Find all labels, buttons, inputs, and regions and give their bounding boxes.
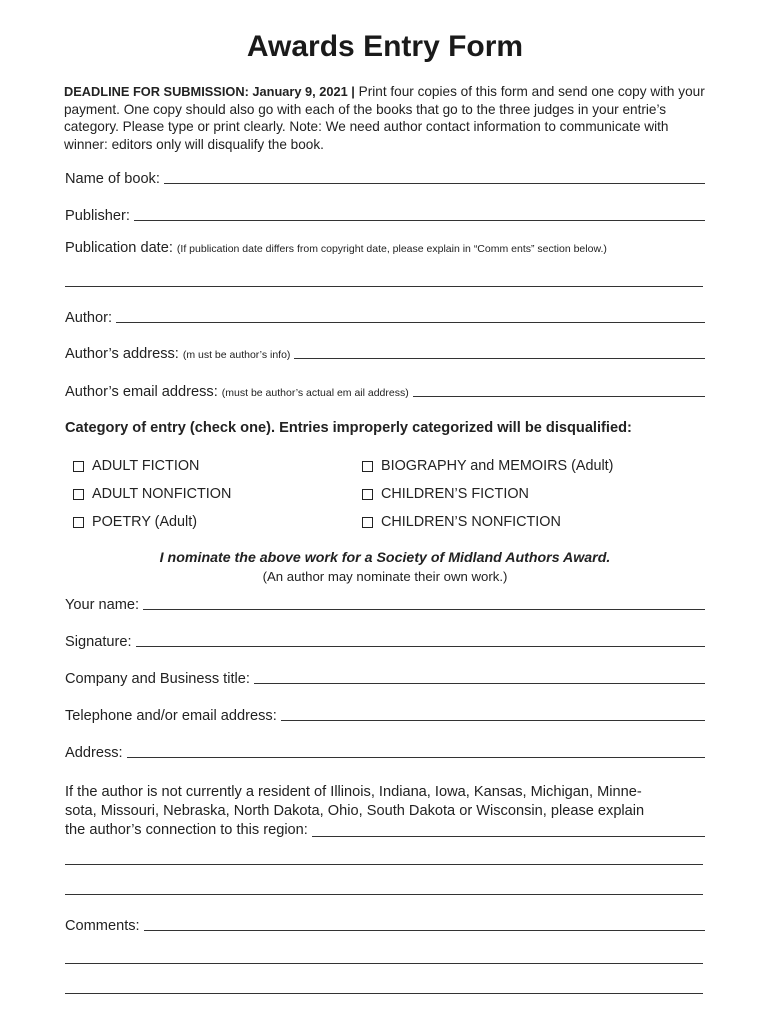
author-address-field[interactable] bbox=[65, 346, 705, 362]
checkbox-childrens-nonfiction[interactable] bbox=[362, 514, 561, 530]
publication-date-line[interactable] bbox=[65, 286, 703, 287]
checkbox-icon[interactable] bbox=[73, 461, 84, 472]
checkbox-biography-memoirs[interactable] bbox=[362, 458, 613, 474]
residency-extra-line-2[interactable] bbox=[65, 894, 703, 895]
author-address-label: Author’s address: bbox=[65, 346, 179, 362]
your-name-line[interactable] bbox=[143, 608, 705, 610]
intro-instructions: Print four copies of this form and send one copy with your payment. One copy should also go with each of the books that go to the three judges in your entrie’s category. Please type or print clearly. Note: We need author contact information to communicate with winner: editors only will disqualify the book. bbox=[64, 84, 705, 152]
author-field[interactable] bbox=[65, 310, 705, 326]
residency-paragraph bbox=[65, 783, 705, 840]
checkbox-label: CHILDREN’S FICTION bbox=[381, 486, 529, 502]
author-address-line[interactable] bbox=[294, 357, 705, 359]
checkbox-icon[interactable] bbox=[362, 517, 373, 528]
checkbox-label: POETRY (Adult) bbox=[92, 514, 198, 530]
book-name-line[interactable] bbox=[164, 182, 705, 184]
residency-line-1: If the author is not currently a resident of Illinois, Indiana, Iowa, Kansas, Michigan, Minne- bbox=[65, 784, 642, 800]
comments-line[interactable] bbox=[144, 929, 705, 931]
publisher-label: Publisher: bbox=[65, 208, 130, 224]
checkbox-adult-nonfiction[interactable] bbox=[73, 486, 231, 502]
checkbox-label: CHILDREN’S NONFICTION bbox=[381, 514, 561, 530]
residency-line-3: the author’s connection to this region: bbox=[65, 822, 308, 838]
comments-extra-line-2[interactable] bbox=[65, 993, 703, 994]
comments-extra-line-1[interactable] bbox=[65, 963, 703, 964]
book-name-label: Name of book: bbox=[65, 171, 160, 187]
company-field[interactable] bbox=[65, 671, 705, 687]
form-title: Awards Entry Form bbox=[246, 30, 524, 63]
address-line[interactable] bbox=[127, 756, 705, 758]
checkbox-label: ADULT NONFICTION bbox=[92, 486, 232, 502]
residency-field[interactable] bbox=[65, 821, 705, 840]
signature-label: Signature: bbox=[65, 634, 132, 650]
author-email-field[interactable] bbox=[65, 384, 705, 400]
residency-answer-line[interactable] bbox=[312, 835, 705, 837]
your-name-field[interactable] bbox=[65, 597, 705, 613]
checkbox-icon[interactable] bbox=[362, 489, 373, 500]
checkbox-icon[interactable] bbox=[362, 461, 373, 472]
residency-extra-line-1[interactable] bbox=[65, 864, 703, 865]
nomination-statement: I nominate the above work for a Society of Midland Authors Award. bbox=[159, 550, 611, 566]
publisher-field[interactable] bbox=[65, 208, 705, 224]
author-email-line[interactable] bbox=[413, 395, 705, 397]
residency-line-2: sota, Missouri, Nebraska, North Dakota, Ohio, South Dakota or Wisconsin, please explain bbox=[65, 803, 645, 819]
checkbox-poetry[interactable] bbox=[73, 514, 197, 530]
author-address-note: (m ust be author’s info) bbox=[182, 349, 291, 361]
checkbox-label: ADULT FICTION bbox=[92, 458, 200, 474]
book-name-field[interactable] bbox=[65, 171, 705, 187]
publication-date-field bbox=[65, 240, 705, 256]
publisher-line[interactable] bbox=[134, 219, 705, 221]
contact-label: Telephone and/or email address: bbox=[65, 708, 277, 724]
category-heading: Category of entry (check one). Entries improperly categorized will be disqualified: bbox=[65, 420, 632, 436]
company-line[interactable] bbox=[254, 682, 705, 684]
intro-paragraph bbox=[64, 83, 714, 153]
deadline-text: DEADLINE FOR SUBMISSION: January 9, 2021 | bbox=[64, 84, 355, 99]
author-email-note: (must be author’s actual em ail address) bbox=[221, 387, 409, 399]
nomination-note: (An author may nominate their own work.) bbox=[262, 569, 508, 584]
your-name-label: Your name: bbox=[65, 597, 140, 613]
signature-field[interactable] bbox=[65, 634, 705, 650]
publication-date-note: (If publication date differs from copyright date, please explain in “Comm ents” section below.) bbox=[176, 243, 607, 255]
contact-field[interactable] bbox=[65, 708, 705, 724]
address-label: Address: bbox=[65, 745, 123, 761]
address-field[interactable] bbox=[65, 745, 705, 761]
author-line[interactable] bbox=[116, 321, 705, 323]
publication-date-label: Publication date: bbox=[65, 240, 173, 256]
author-email-label: Author’s email address: bbox=[65, 384, 218, 400]
checkbox-icon[interactable] bbox=[73, 517, 84, 528]
checkbox-childrens-fiction[interactable] bbox=[362, 486, 529, 502]
comments-label: Comments: bbox=[65, 918, 140, 934]
signature-line[interactable] bbox=[136, 645, 705, 647]
checkbox-icon[interactable] bbox=[73, 489, 84, 500]
checkbox-label: BIOGRAPHY and MEMOIRS (Adult) bbox=[381, 458, 614, 474]
contact-line[interactable] bbox=[281, 719, 705, 721]
comments-field[interactable] bbox=[65, 918, 705, 934]
company-label: Company and Business title: bbox=[65, 671, 250, 687]
checkbox-adult-fiction[interactable] bbox=[73, 458, 199, 474]
author-label: Author: bbox=[65, 310, 113, 326]
